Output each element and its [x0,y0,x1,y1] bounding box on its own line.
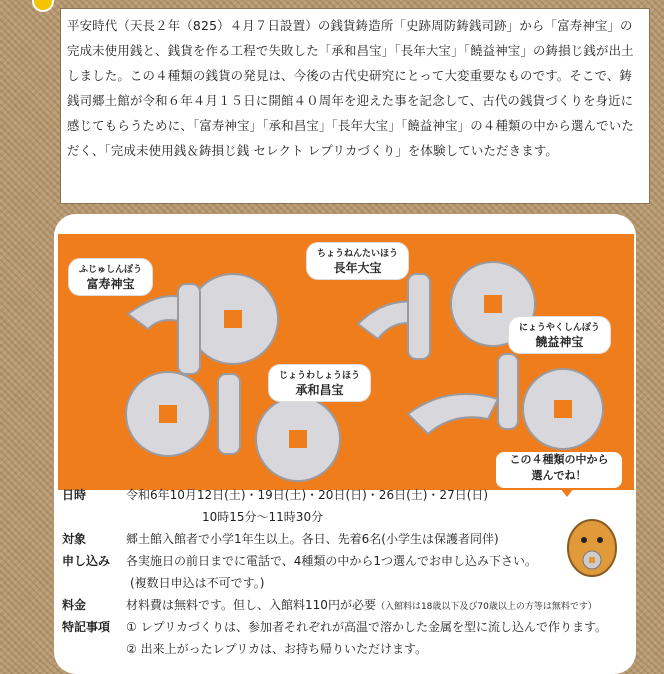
decorative-dot [32,0,54,12]
detail-label: 特記事項 [62,620,111,634]
coin-label-fuju [68,258,153,296]
intro-paragraph: 平安時代（天長２年（825）４月７日設置）の銭貨鋳造所「史跡周防鋳銭司跡」から「富寿神宝」の完成未使用銭と、銭貨を作る工程で失敗した「承和昌宝」「長年大宝」「饒益神宝」の鋳損じ銭が出土しました。この４種類の銭貨の発見は、今後の古代史研究にとって大変重要なものです。そこで、鋳銭司郷土館が令和６年４月１５日に開館４０周年を迎えた事を記念して、古代の銭貨づくりを身近に感じてもらうために、「富寿神宝」「承和昌宝」「長年大宝」「饒益神宝」の４種類の中から選んでいただく、「完成未使用銭＆鋳損じ銭 セレクト レプリカづくり」を体験していただきます。 [67,18,634,158]
detail-row-apply [62,552,622,569]
coin-ruby: じょうわしょうほう [279,371,361,381]
detail-label: 日時 [62,488,87,502]
coin-name: 饒益神宝 [535,335,584,349]
coin-name: 承和昌宝 [295,383,344,397]
detail-value: 各実施日の前日までに電話で、4種類の中から1つ選んでお申し込み下さい。 [126,554,538,568]
detail-row-notes [62,618,622,635]
detail-value: ② 出来上がったレプリカは、お持ち帰りいただけます。 [126,642,428,656]
detail-row-target [62,530,622,547]
intro-textbox [60,8,650,204]
fee-text: 材料費は無料です。但し、入館料110円が必要 [126,598,376,612]
coin-name: 富寿神宝 [86,277,135,291]
detail-row-fee [62,596,622,613]
detail-label [62,508,126,525]
coin-label-chonen [306,242,409,280]
detail-value [126,596,622,613]
coin-ruby: ちょうねんたいほう [317,249,399,259]
coin-ruby: ふじゅしんぽう [79,265,143,275]
coin-label-jowa [268,364,371,402]
detail-label: 対象 [62,532,87,546]
coin-ruby: にょうやくしんぽう [519,323,600,333]
detail-row-date [62,486,622,503]
bubble-line2: 選んでね！ [531,469,587,482]
detail-label [62,640,126,657]
event-card [54,214,636,674]
detail-value: ① レプリカづくりは、参加者それぞれが高温で溶かした金属を型に流し込んで作ります。 [126,620,608,634]
detail-value: 郷土館入館者で小学1年生以上。各日、先着6名(小学生は保護者同伴) [126,532,499,546]
speech-bubble [494,450,624,490]
bubble-line1: この４種類の中から [509,453,609,466]
coin-label-nyoyaku [508,316,611,354]
detail-label [62,574,126,591]
detail-value: 10時15分～11時30分 [202,510,324,524]
detail-label: 料金 [62,598,87,612]
coin-name: 長年大宝 [333,261,382,275]
detail-row-time [62,508,622,525]
detail-value: 令和6年10月12日(土)・19日(土)・20日(日)・26日(土)・27日(日) [126,488,489,502]
detail-label: 申し込み [62,554,111,568]
fee-note: （入館料は18歳以下及び70歳以上の方等は無料です） [375,602,597,612]
detail-value: (複数日申込は不可です。) [130,576,265,590]
detail-row-apply-note [62,574,622,591]
detail-row-notes-2 [62,640,622,657]
